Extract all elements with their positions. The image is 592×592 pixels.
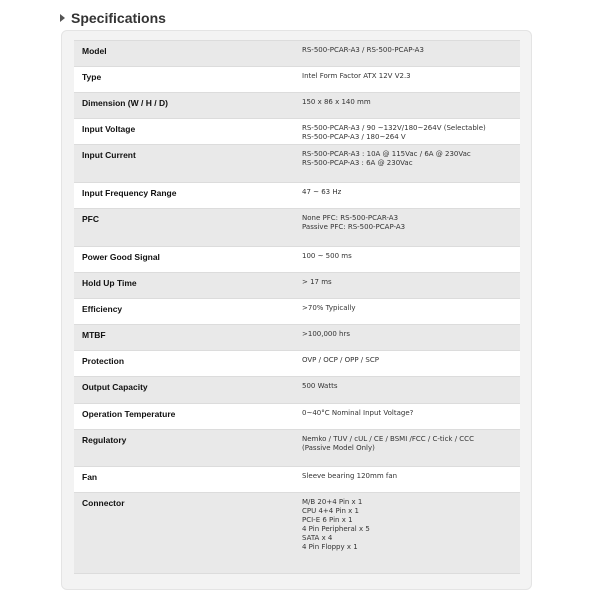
spec-label: Fan	[82, 472, 98, 482]
spec-row	[74, 430, 520, 467]
spec-row	[74, 467, 520, 493]
spec-row	[74, 41, 520, 67]
spec-label: PFC	[82, 214, 99, 224]
spec-row	[74, 493, 520, 574]
spec-label: Model	[82, 46, 107, 56]
spec-value: M/B 20+4 Pin x 1 CPU 4+4 Pin x 1 PCI-E 6 Pin x 1 4 Pin Peripheral x 5 SATA x 4 4 Pin Floppy x 1	[302, 498, 370, 551]
spec-label: Connector	[82, 498, 125, 508]
spec-value: 500 Watts	[302, 382, 338, 390]
spec-row	[74, 299, 520, 325]
spec-value: RS-500-PCAR-A3 : 10A @ 115Vac / 6A @ 230Vac RS-500-PCAP-A3 : 6A @ 230Vac	[302, 150, 471, 167]
spec-row	[74, 273, 520, 299]
spec-label: Input Voltage	[82, 124, 136, 134]
spec-value: OVP / OCP / OPP / SCP	[302, 356, 379, 364]
spec-label: MTBF	[82, 330, 106, 340]
spec-label: Protection	[82, 356, 125, 366]
spec-value: 47 ~ 63 Hz	[302, 188, 342, 196]
section-header	[60, 8, 166, 28]
spec-label: Efficiency	[82, 304, 123, 314]
spec-label: Hold Up Time	[82, 278, 137, 288]
spec-label: Regulatory	[82, 435, 127, 445]
spec-value: Nemko / TUV / cUL / CE / BSMI /FCC / C-tick / CCC (Passive Model Only)	[302, 435, 474, 452]
spec-value: >70% Typically	[302, 304, 356, 312]
spec-value: RS-500-PCAR-A3 / 90 ~132V/180~264V (Selectable) RS-500-PCAP-A3 / 180~264 V	[302, 124, 486, 141]
spec-label: Type	[82, 72, 102, 82]
section-title: Specifications	[71, 10, 166, 26]
spec-label: Dimension (W / H / D)	[82, 98, 168, 108]
spec-label: Input Current	[82, 150, 136, 160]
spec-value: > 17 ms	[302, 278, 332, 286]
spec-value: None PFC: RS-500-PCAR-A3 Passive PFC: RS-500-PCAP-A3	[302, 214, 406, 231]
spec-value: 150 x 86 x 140 mm	[302, 98, 371, 106]
spec-row	[74, 93, 520, 119]
arrow-right-icon	[60, 14, 65, 22]
spec-value: RS-500-PCAR-A3 / RS-500-PCAP-A3	[302, 46, 424, 54]
spec-row	[74, 67, 520, 93]
spec-value: >100,000 hrs	[302, 330, 350, 338]
spec-row	[74, 247, 520, 273]
spec-row	[74, 377, 520, 404]
spec-row	[74, 209, 520, 247]
spec-value: 100 ~ 500 ms	[302, 252, 352, 260]
spec-label: Output Capacity	[82, 382, 148, 392]
spec-label: Operation Temperature	[82, 409, 176, 419]
spec-value: Sleeve bearing 120mm fan	[302, 472, 398, 480]
spec-value: Intel Form Factor ATX 12V V2.3	[302, 72, 411, 80]
spec-row	[74, 351, 520, 377]
spec-label: Input Frequency Range	[82, 188, 177, 198]
specifications-table	[74, 40, 520, 574]
spec-row	[74, 145, 520, 183]
spec-row	[74, 119, 520, 145]
spec-label: Power Good Signal	[82, 252, 160, 262]
spec-row	[74, 183, 520, 209]
spec-value: 0~40°C Nominal Input Voltage?	[302, 409, 414, 417]
spec-row	[74, 325, 520, 351]
spec-row	[74, 404, 520, 430]
